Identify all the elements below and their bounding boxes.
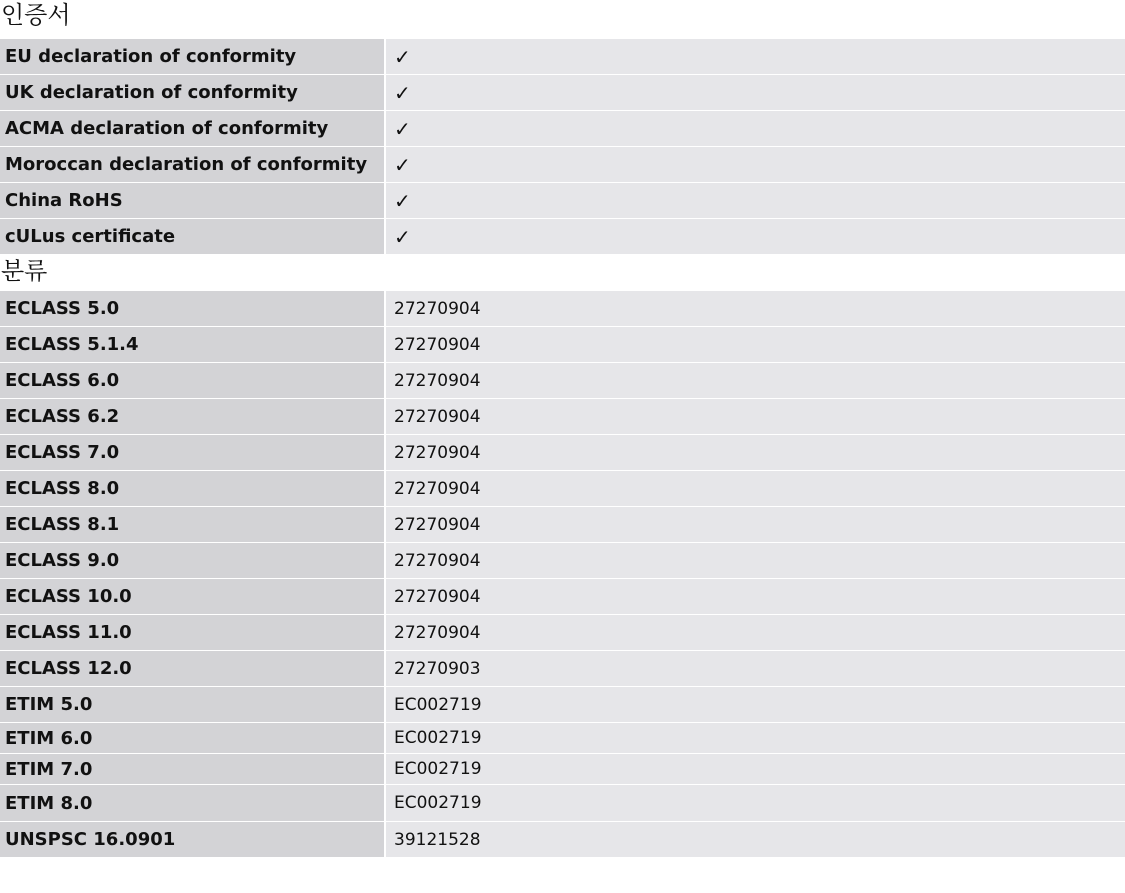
classification-table (0, 291, 1125, 858)
table-row (0, 291, 1125, 327)
table-row (0, 615, 1125, 651)
row-label: ECLASS 12.0 (0, 651, 386, 687)
table-row (0, 435, 1125, 471)
row-label: UK declaration of conformity (0, 75, 386, 111)
row-value: 27270904 (386, 291, 1125, 327)
row-value: 27270903 (386, 651, 1125, 687)
table-row (0, 754, 1125, 785)
row-value: EC002719 (386, 723, 1125, 754)
row-value: 27270904 (386, 507, 1125, 543)
table-row (0, 471, 1125, 507)
classification-heading: 분류 (1, 257, 48, 285)
row-label: ETIM 7.0 (0, 754, 386, 785)
row-label: ECLASS 7.0 (0, 435, 386, 471)
row-value: EC002719 (386, 785, 1125, 822)
certificates-table (0, 39, 1125, 255)
check-icon: ✓ (386, 111, 1125, 147)
row-label: UNSPSC 16.0901 (0, 822, 386, 858)
row-label: China RoHS (0, 183, 386, 219)
row-value: EC002719 (386, 754, 1125, 785)
row-value: EC002719 (386, 687, 1125, 723)
check-icon: ✓ (386, 219, 1125, 255)
table-row (0, 785, 1125, 822)
table-row (0, 507, 1125, 543)
row-label: ECLASS 5.0 (0, 291, 386, 327)
table-row (0, 39, 1125, 75)
table-row (0, 543, 1125, 579)
row-label: ECLASS 9.0 (0, 543, 386, 579)
table-row (0, 399, 1125, 435)
row-label: ECLASS 6.2 (0, 399, 386, 435)
row-label: ACMA declaration of conformity (0, 111, 386, 147)
row-label: cULus certificate (0, 219, 386, 255)
row-value: 27270904 (386, 579, 1125, 615)
row-label: ETIM 5.0 (0, 687, 386, 723)
table-row (0, 183, 1125, 219)
row-value: 27270904 (386, 363, 1125, 399)
row-value: 27270904 (386, 399, 1125, 435)
check-icon: ✓ (386, 39, 1125, 75)
table-row (0, 75, 1125, 111)
table-row (0, 687, 1125, 723)
row-label: ECLASS 8.1 (0, 507, 386, 543)
row-value: 27270904 (386, 435, 1125, 471)
row-value: 27270904 (386, 615, 1125, 651)
check-icon: ✓ (386, 75, 1125, 111)
table-row (0, 147, 1125, 183)
table-row (0, 723, 1125, 754)
row-label: ETIM 8.0 (0, 785, 386, 822)
table-row (0, 822, 1125, 858)
check-icon: ✓ (386, 147, 1125, 183)
row-label: ECLASS 6.0 (0, 363, 386, 399)
certificates-heading: 인증서 (1, 1, 71, 29)
row-value: 39121528 (386, 822, 1125, 858)
table-row (0, 327, 1125, 363)
check-icon: ✓ (386, 183, 1125, 219)
row-value: 27270904 (386, 543, 1125, 579)
table-row (0, 219, 1125, 255)
table-row (0, 579, 1125, 615)
table-row (0, 111, 1125, 147)
row-label: ECLASS 10.0 (0, 579, 386, 615)
row-label: Moroccan declaration of conformity (0, 147, 386, 183)
table-row (0, 651, 1125, 687)
table-row (0, 363, 1125, 399)
row-label: ETIM 6.0 (0, 723, 386, 754)
row-label: ECLASS 5.1.4 (0, 327, 386, 363)
row-value: 27270904 (386, 471, 1125, 507)
row-label: EU declaration of conformity (0, 39, 386, 75)
row-label: ECLASS 8.0 (0, 471, 386, 507)
row-value: 27270904 (386, 327, 1125, 363)
row-label: ECLASS 11.0 (0, 615, 386, 651)
